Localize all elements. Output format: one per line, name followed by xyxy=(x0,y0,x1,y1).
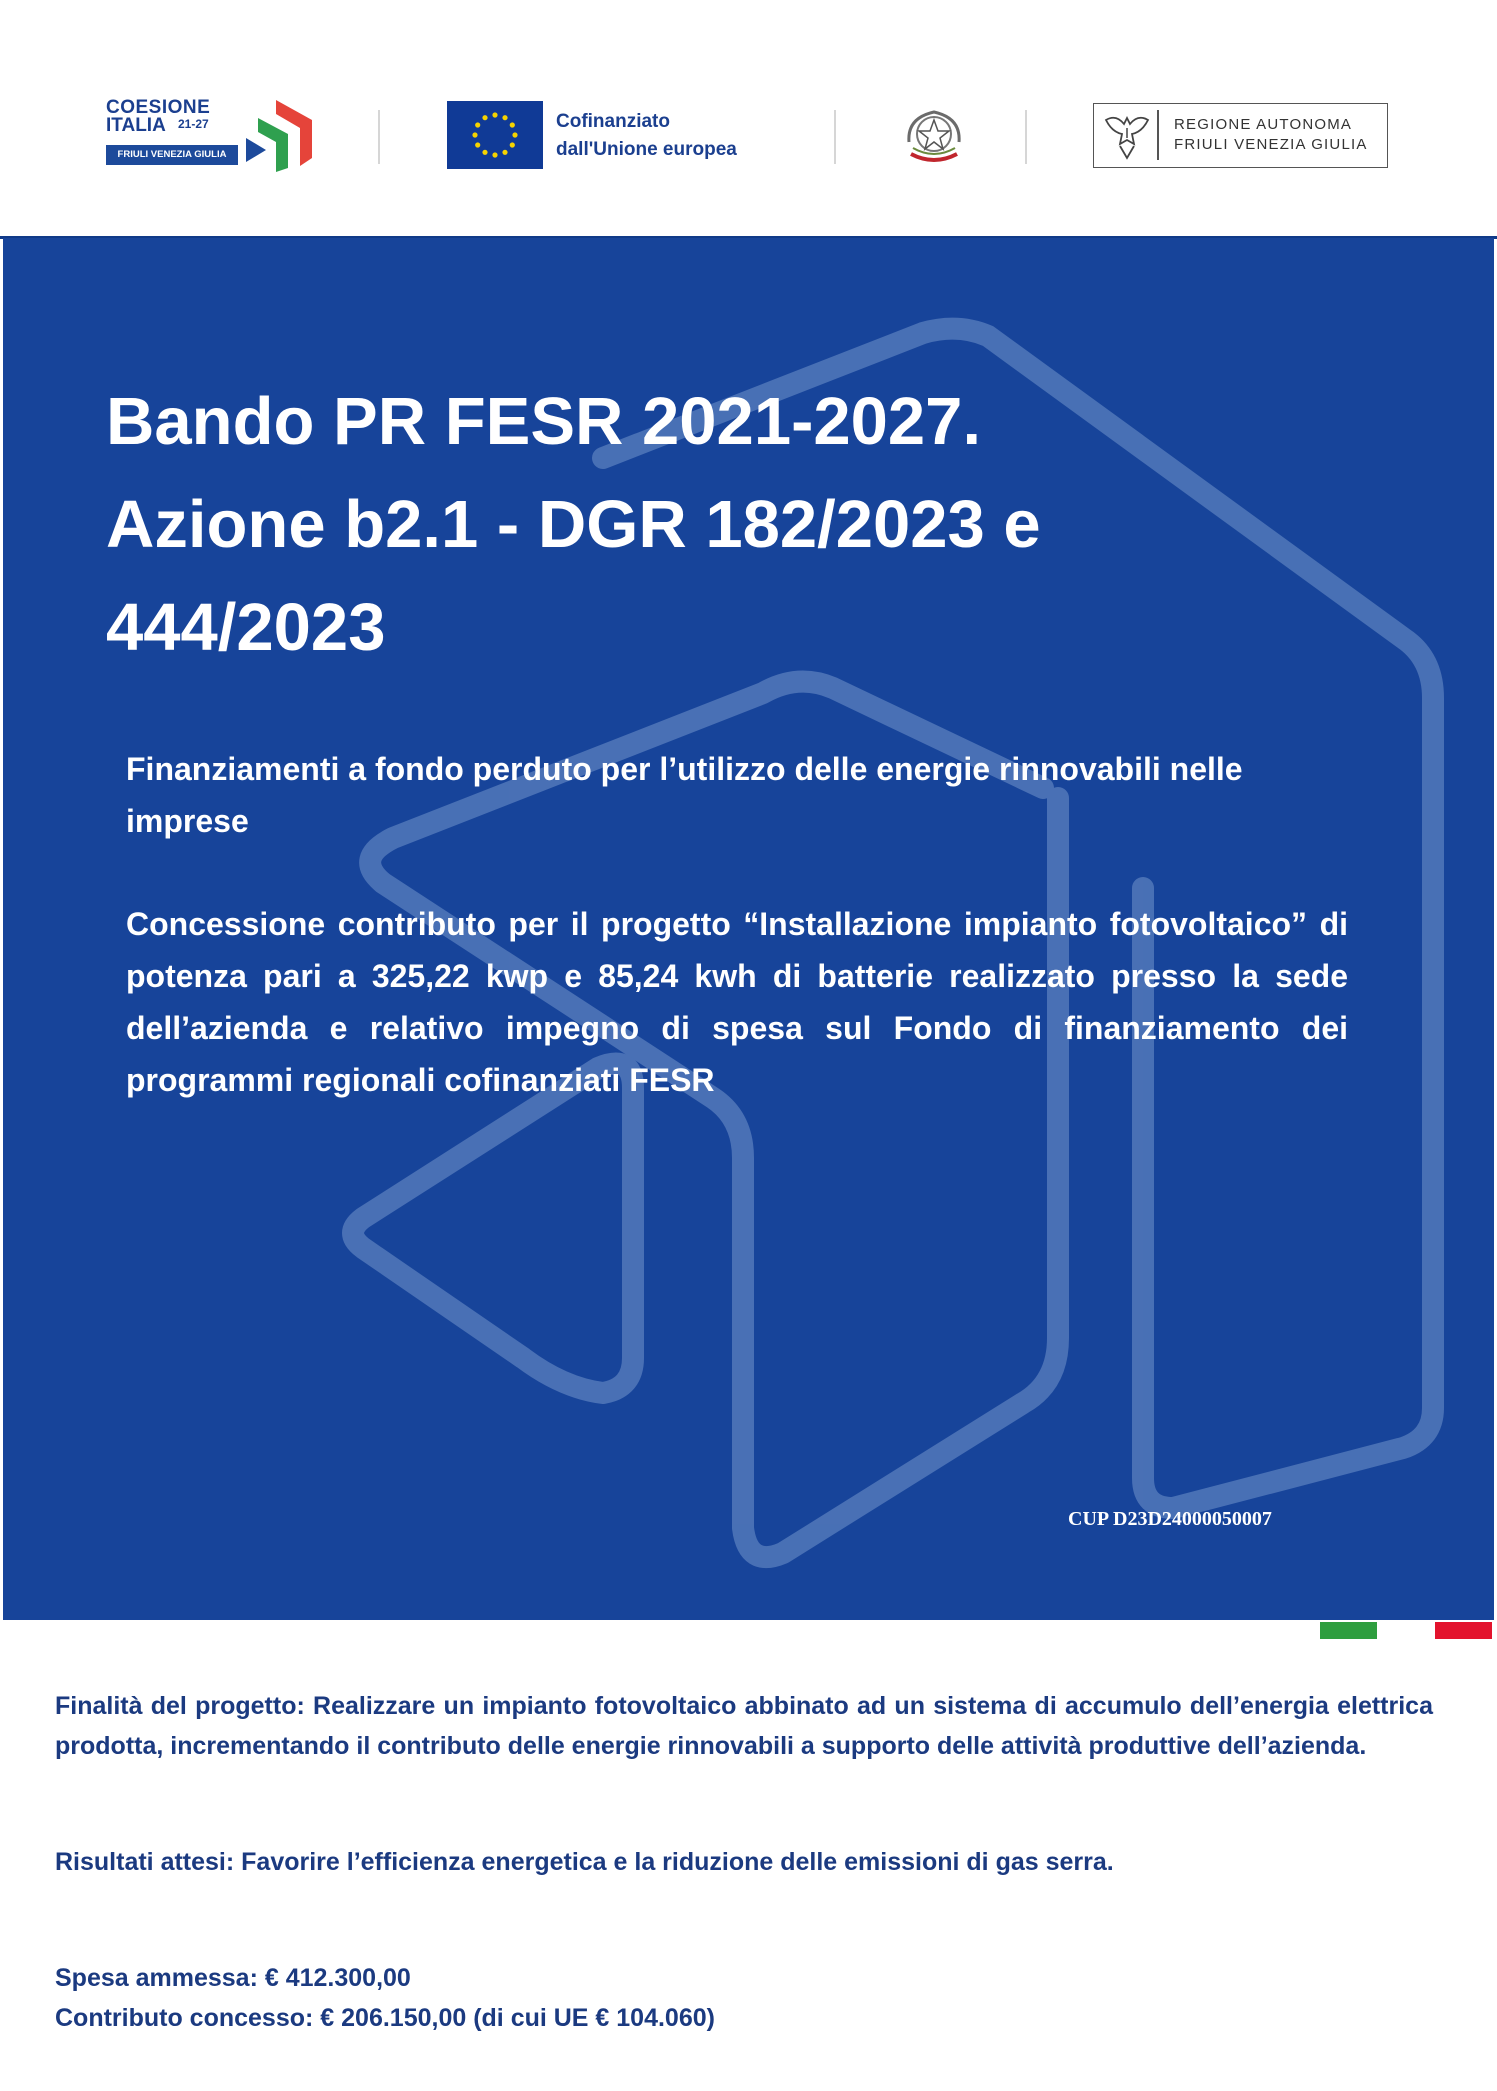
regione-fvg-logo xyxy=(1093,103,1388,168)
coesione-years: 21-27 xyxy=(178,117,209,131)
hero-panel xyxy=(3,238,1494,1620)
hero-description: Concessione contributo per il progetto “Installazione impianto fotovoltaico” di potenza pari a 325,22 kwp e 85,24 kwh di batterie realizzato presso la sede dell’azienda e relativo impegno di spesa sul Fondo di finanziamento dei programmi regionali cofinanziati FESR xyxy=(126,906,1348,1098)
coesione-region: FRIULI VENEZIA GIULIA xyxy=(106,145,238,165)
project-purpose: Finalità del progetto: Realizzare un impianto fotovoltaico abbinato ad un sistema di accumulo dell’energia elettrica prodotta, incrementando il contributo delle energie rinnovabili a supporto delle attività produttive dell’azienda. xyxy=(55,1692,1433,1760)
flag-red-stripe xyxy=(1435,1622,1492,1639)
separator xyxy=(378,110,380,164)
fvg-divider xyxy=(1157,110,1159,160)
coesione-italia-logo xyxy=(106,98,320,172)
granted-contribution: Contributo concesso: € 206.150,00 (di cui UE € 104.060) xyxy=(55,2004,715,2032)
hero-title-line: Bando PR FESR 2021-2027. xyxy=(106,384,982,459)
flag-white-stripe xyxy=(1377,1622,1435,1639)
eu-flag-icon xyxy=(447,101,543,169)
logo-bar xyxy=(0,0,1497,235)
cup-code: CUP D23D24000050007 xyxy=(1068,1508,1272,1530)
separator xyxy=(834,110,836,164)
coesione-line1: COESIONE xyxy=(106,97,211,118)
hero-subtitle: Finanziamenti a fondo perduto per l’utilizzo delle energie rinnovabili nelle imprese xyxy=(126,751,1243,839)
coesione-line2: ITALIA xyxy=(106,115,166,136)
separator xyxy=(1025,110,1027,164)
hero-title-line: Azione b2.1 - DGR 182/2023 e xyxy=(106,487,1041,562)
fvg-line2: FRIULI VENEZIA GIULIA xyxy=(1174,136,1368,153)
coesione-arrows-icon xyxy=(246,98,322,172)
admitted-expense: Spesa ammessa: € 412.300,00 xyxy=(55,1964,411,1992)
italian-republic-emblem-icon xyxy=(903,104,965,173)
eu-line2: dall'Unione europea xyxy=(556,139,737,160)
hero-title xyxy=(106,370,1306,679)
eu-cofinanziato-text xyxy=(556,108,737,164)
eu-line1: Cofinanziato xyxy=(556,111,670,132)
expected-results: Risultati attesi: Favorire l’efficienza energetica e la riduzione delle emissioni di gas serra. xyxy=(55,1848,1114,1876)
fvg-line1: REGIONE AUTONOMA xyxy=(1174,116,1353,133)
flag-green-stripe xyxy=(1320,1622,1377,1639)
eagle-icon xyxy=(1102,110,1152,162)
hero-title-line: 444/2023 xyxy=(106,590,386,665)
